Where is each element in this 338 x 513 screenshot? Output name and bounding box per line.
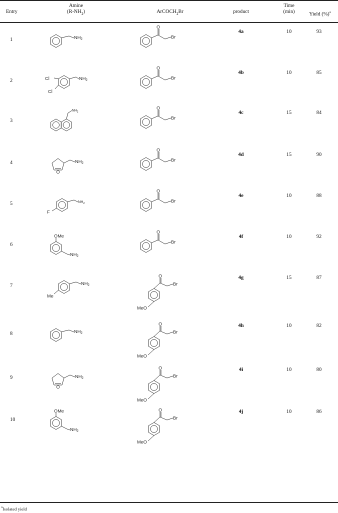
methoxyphenacyl-bromide-icon	[136, 407, 186, 449]
svg-text:O: O	[56, 384, 60, 390]
phenacyl-bromide-icon	[136, 189, 186, 227]
svg-text:NH2: $NH_2$	[75, 159, 84, 165]
svg-text:OMe: OMe	[54, 233, 64, 239]
header-amine: Amine $(R-NH_2)$	[67, 3, 85, 17]
entry-number: 8	[10, 331, 13, 337]
yield-value: 85	[316, 70, 322, 76]
svg-text:Br: Br	[171, 239, 176, 245]
yield-value: 80	[316, 367, 322, 373]
svg-text:F: F	[47, 209, 50, 215]
reaction-time: 10	[286, 367, 292, 373]
svg-text:Br: Br	[171, 198, 176, 204]
benzylamine-icon	[44, 323, 94, 353]
phenacyl-bromide-icon	[136, 230, 186, 268]
methoxyphenacyl-bromide-icon	[136, 321, 186, 363]
svg-text:O: O	[156, 105, 161, 111]
header-product: product	[233, 9, 249, 15]
svg-text:O: O	[56, 169, 60, 175]
header-entry: Entry	[6, 9, 18, 15]
product-code: 4a	[238, 29, 244, 35]
reaction-time: 10	[286, 29, 292, 35]
svg-text:Br: Br	[171, 157, 176, 163]
svg-text:NH2: $NH_2$	[78, 200, 85, 205]
product-code: 4e	[238, 193, 244, 199]
svg-text:O: O	[158, 273, 163, 279]
reaction-time: 10	[286, 323, 292, 329]
product-code: 4b	[238, 70, 244, 76]
reaction-time: 15	[286, 152, 292, 158]
entry-number: 2	[10, 78, 13, 84]
entry-number: 7	[10, 283, 13, 289]
svg-text:Br: Br	[171, 34, 176, 40]
benzylamine-icon	[44, 29, 94, 59]
svg-text:O: O	[156, 147, 161, 153]
product-code: 4h	[238, 323, 244, 329]
svg-text:MeO: MeO	[137, 397, 147, 403]
svg-text:Me: Me	[47, 293, 54, 299]
naphthylmethylamine-icon	[44, 110, 94, 140]
svg-text:Br: Br	[171, 115, 176, 121]
yield-value: 93	[316, 29, 322, 35]
svg-text:NH2: $NH_2$	[70, 427, 79, 433]
furfurylamine-icon	[44, 367, 94, 397]
svg-text:Cl: Cl	[45, 76, 50, 81]
svg-text:O: O	[158, 365, 163, 371]
reaction-time: 10	[286, 70, 292, 76]
svg-text:Br: Br	[173, 281, 178, 287]
methoxyphenacyl-bromide-icon	[136, 273, 186, 315]
phenacyl-bromide-icon	[136, 148, 186, 186]
reaction-time: 10	[286, 409, 292, 415]
svg-text:NH2: $NH_2$	[72, 108, 79, 114]
product-code: 4g	[238, 275, 244, 281]
reaction-time: 10	[286, 193, 292, 199]
methoxyphenacyl-bromide-icon	[136, 365, 186, 407]
reaction-time: 15	[286, 275, 292, 281]
entry-number: 4	[10, 160, 13, 166]
header-time: Time (min)	[283, 3, 295, 15]
svg-text:NH2: $NH_2$	[75, 374, 84, 380]
furfurylamine-icon	[44, 152, 94, 182]
svg-text:NH2: $NH_2$	[74, 329, 83, 335]
header-ketone: ArCOCH$_2$Br	[156, 9, 184, 17]
svg-text:OMe: OMe	[54, 408, 64, 414]
table-header-rule	[0, 22, 338, 23]
svg-text:Cl: Cl	[48, 89, 53, 94]
phenacyl-bromide-icon	[136, 66, 186, 104]
header-yield: Yield (%)$^a$	[309, 10, 331, 18]
svg-text:NH2: $NH_2$	[81, 281, 90, 287]
svg-text:O: O	[158, 407, 163, 413]
svg-text:O: O	[156, 24, 161, 30]
svg-text:MeO: MeO	[137, 305, 147, 311]
footnote: $^a$Isolated yield	[1, 505, 27, 512]
phenacyl-bromide-icon	[136, 25, 186, 63]
svg-text:Br: Br	[173, 329, 178, 335]
reaction-time: 10	[286, 234, 292, 240]
fluorobenzylamine-icon	[44, 193, 94, 223]
yield-value: 86	[316, 409, 322, 415]
svg-text:O: O	[156, 229, 161, 235]
svg-text:MeO: MeO	[137, 353, 147, 359]
svg-text:O: O	[158, 321, 163, 327]
product-code: 4f	[238, 234, 244, 240]
svg-text:MeO: MeO	[137, 439, 147, 445]
table-bottom-rule	[0, 502, 338, 503]
entry-number: 1	[10, 37, 13, 43]
entry-number: 5	[10, 201, 13, 207]
dichlorobenzylamine-icon	[44, 70, 94, 100]
svg-text:Br: Br	[173, 373, 178, 379]
yield-value: 84	[316, 110, 322, 116]
product-code: 4c	[238, 110, 244, 116]
svg-text:NH2: $NH_2$	[70, 252, 79, 258]
product-code: 4j	[238, 409, 244, 415]
methylbenzylamine-icon	[44, 275, 94, 305]
methoxybenzylamine-icon	[44, 409, 94, 439]
svg-text:O: O	[156, 188, 161, 194]
svg-text:NH2: $NH_2$	[74, 35, 83, 41]
yield-value: 88	[316, 193, 322, 199]
entry-number: 9	[10, 375, 13, 381]
svg-text:NH2: $NH_2$	[79, 76, 88, 82]
yield-value: 92	[316, 234, 322, 240]
yield-value: 87	[316, 275, 322, 281]
yield-value: 90	[316, 152, 322, 158]
svg-text:O: O	[156, 65, 161, 71]
svg-text:Br: Br	[173, 415, 178, 421]
reaction-time: 15	[286, 110, 292, 116]
svg-text:Br: Br	[171, 75, 176, 81]
product-code: 4i	[238, 367, 244, 373]
entry-number: 6	[10, 242, 13, 248]
entry-number: 10	[10, 417, 16, 423]
table-top-rule	[0, 0, 338, 1]
yield-value: 82	[316, 323, 322, 329]
product-code: 4d	[238, 152, 244, 158]
phenacyl-bromide-icon	[136, 106, 186, 144]
entry-number: 3	[10, 118, 13, 124]
methoxybenzylamine-icon	[44, 234, 94, 264]
